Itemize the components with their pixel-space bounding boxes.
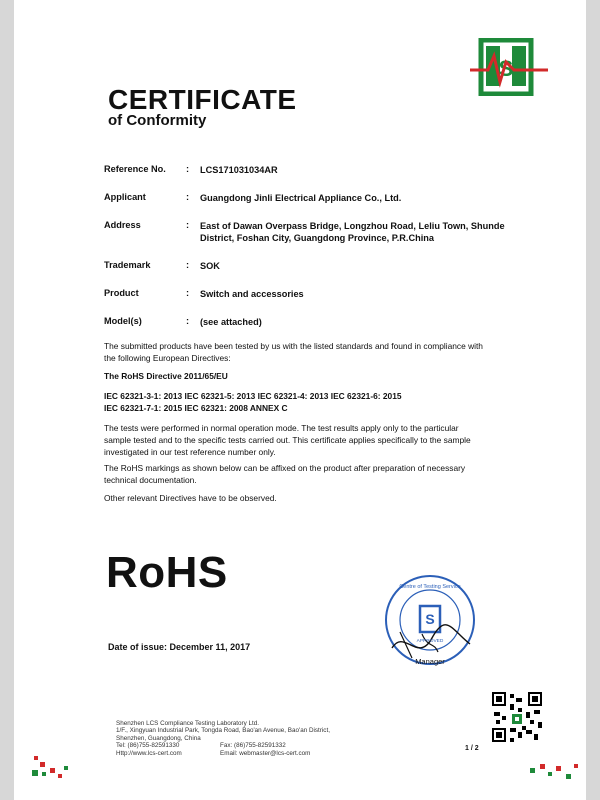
- directive-line: The RoHS Directive 2011/65/EU: [104, 371, 228, 381]
- certificate-title: CERTIFICATE: [108, 84, 297, 115]
- footer-fax: Fax: (86)755-82591332: [220, 742, 286, 750]
- date-label: Date of issue:: [108, 642, 168, 652]
- stamp-icon: [382, 572, 478, 668]
- paragraph-tests: The tests were performed in normal operation mode. The test results apply only to the particular sample tested and to the specific tests carried out. This certificate applies specifically to the sample investigated in our test reference number only.: [104, 423, 471, 457]
- field-label: Address: [104, 220, 141, 230]
- field-value: SOK: [200, 261, 220, 271]
- field-label: Reference No.: [104, 164, 166, 174]
- field-value: (see attached): [200, 317, 262, 327]
- footer-address-1: 1/F., Xingyuan Industrial Park, Tongda Road, Bao'an Avenue, Bao'an District,: [116, 727, 330, 735]
- lcs-logo-icon: [470, 38, 548, 96]
- svg-text:S: S: [425, 611, 435, 627]
- footer-contact-row-2: [116, 750, 376, 757]
- field-colon: :: [186, 192, 190, 202]
- footer-address-2: Shenzhen, Guangdong, China: [116, 734, 201, 742]
- certificate-subtitle: of Conformity: [108, 112, 207, 129]
- field-label: Product: [104, 288, 139, 298]
- paragraph-markings: The RoHS markings as shown below can be affixed on the product after preparation of necessary technical documentation.: [104, 463, 466, 485]
- signature-role: Manager: [415, 657, 445, 666]
- paragraph-tested: The submitted products have been tested by us with the listed standards and found in compliance with the following European Directives:: [104, 341, 483, 363]
- page-number: 1 / 2: [465, 745, 479, 752]
- standards-line-1: IEC 62321-3-1: 2013 IEC 62321-5: 2013 IEC 62321-4: 2013 IEC 62321-6: 2015: [104, 391, 402, 401]
- field-colon: :: [186, 164, 190, 174]
- date-of-issue: [108, 642, 250, 652]
- rohs-mark: RoHS: [106, 548, 228, 597]
- field-label: Applicant: [104, 192, 146, 202]
- svg-text:S: S: [498, 56, 514, 81]
- field-value: Guangdong Jinli Electrical Appliance Co., Ltd.: [200, 193, 402, 203]
- footer-company: Shenzhen LCS Compliance Testing Laboratory Ltd.: [116, 720, 260, 727]
- footer-tel: Tel: (86)755-82591330: [116, 742, 180, 750]
- paragraph-directives: Other relevant Directives have to be observed.: [104, 493, 277, 503]
- field-value: East of Dawan Overpass Bridge, Longzhou Road, Leliu Town, Shunde District, Foshan City, Guangdong Province, P.R.China: [200, 221, 505, 243]
- right-border: [586, 0, 600, 800]
- field-colon: :: [186, 220, 190, 230]
- field-colon: :: [186, 288, 190, 298]
- field-value: Switch and accessories: [200, 289, 304, 299]
- footer-contact-row-1: [116, 742, 376, 749]
- field-colon: :: [186, 260, 190, 270]
- qr-code-icon: [490, 690, 544, 744]
- footer-email: Email: webmaster@lcs-cert.com: [220, 749, 311, 757]
- standards-line-2: IEC 62321-7-1: 2015 IEC 62321: 2008 ANNEX C: [104, 403, 288, 413]
- left-border: [0, 0, 14, 800]
- decorative-squares-left: [30, 752, 90, 782]
- date-value: December 11, 2017: [169, 642, 251, 652]
- stamp-sub: APPROVED: [416, 639, 444, 644]
- field-label: Trademark: [104, 260, 151, 270]
- field-label: Model(s): [104, 316, 142, 326]
- field-value: LCS171031034AR: [200, 165, 278, 175]
- field-colon: :: [186, 316, 190, 326]
- footer: [116, 720, 376, 757]
- stamp-text: Centre of Testing Service: [399, 584, 461, 590]
- footer-web: Http://www.lcs-cert.com: [116, 749, 182, 757]
- decorative-squares-right: [526, 760, 584, 788]
